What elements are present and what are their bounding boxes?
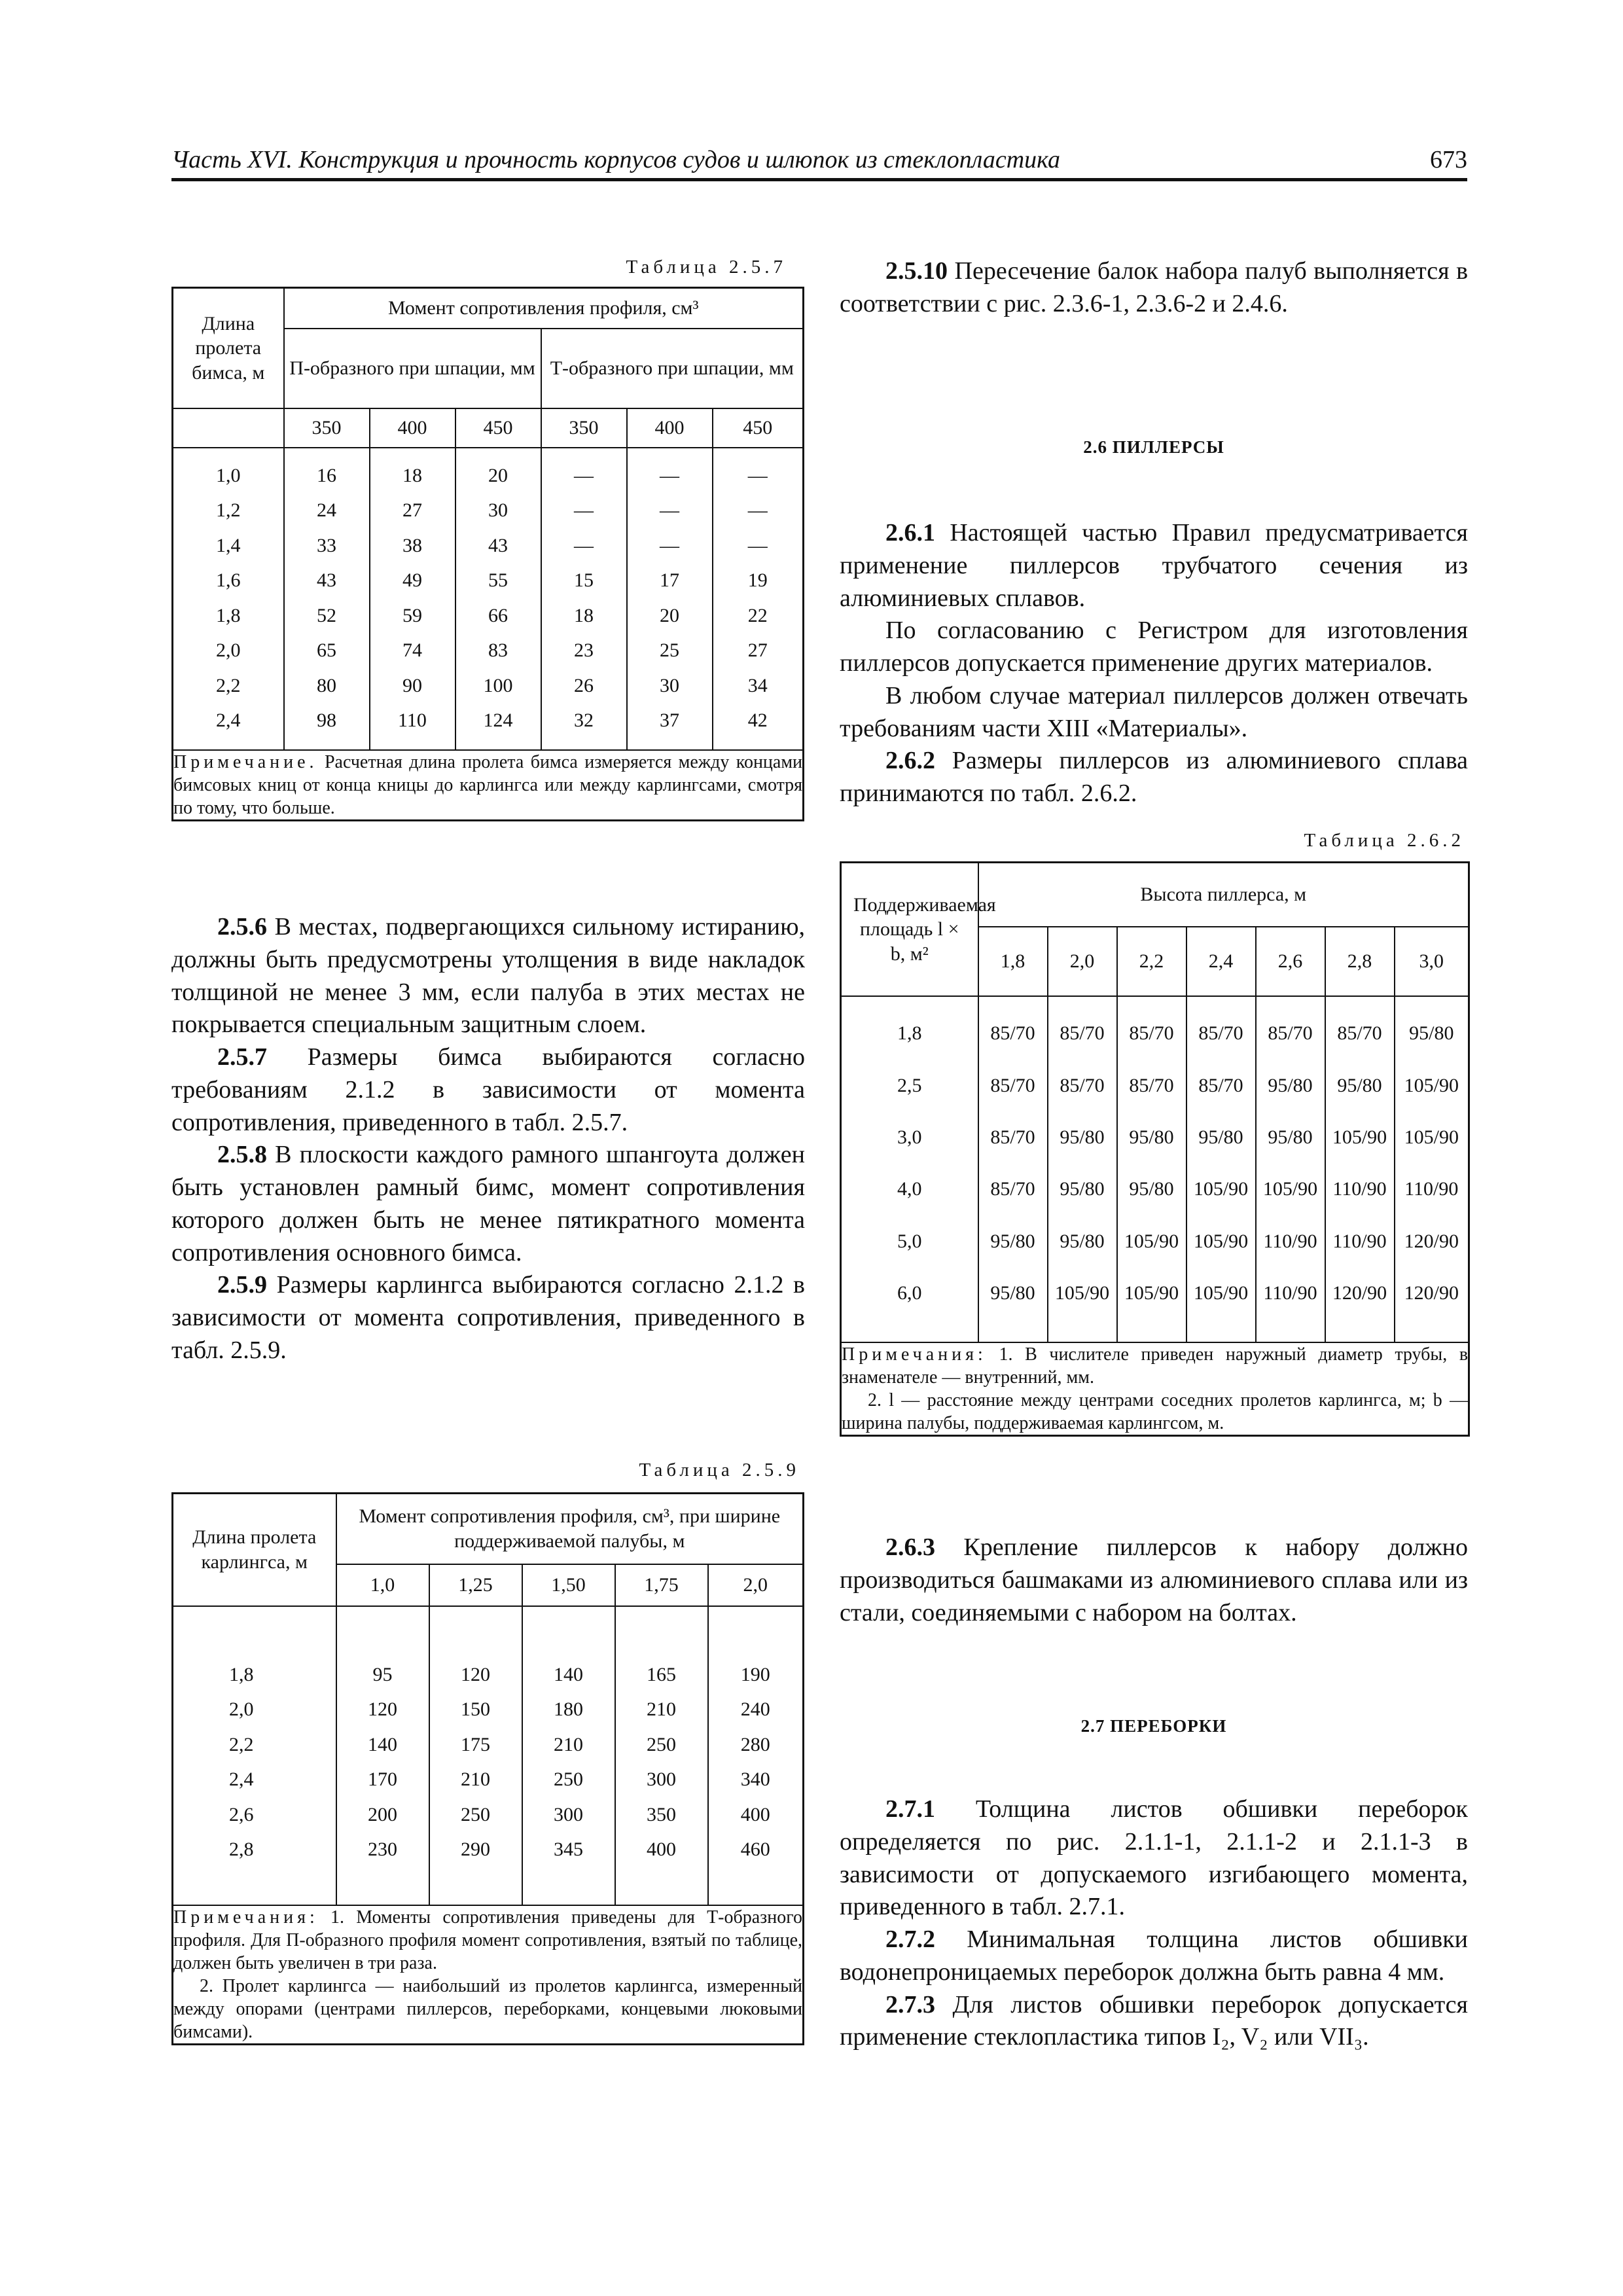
table-cell: 165 (615, 1657, 708, 1693)
table-row (841, 1215, 1469, 1267)
height-header: 2,0 (1048, 927, 1117, 996)
header-empty (173, 408, 284, 448)
note-label: Примечание. (173, 751, 318, 772)
spacer-cell (708, 1867, 804, 1905)
table-cell: 90 (370, 668, 455, 704)
table-cell: 150 (429, 1692, 522, 1727)
spacer-cell (284, 738, 370, 750)
para-2-5-9: 2.5.9 Размеры карлингса выбираются согласно 2.1.2 в зависимости от момента сопротивления, приведенного в табл. 2.5.9. (171, 1271, 805, 1364)
table-note (841, 1342, 1469, 1436)
table-cell: 27 (713, 633, 804, 668)
table-cell: 340 (708, 1762, 804, 1797)
table-cell: 105/90 (1325, 1111, 1395, 1163)
row-label-cell: 2,0 (173, 1692, 336, 1727)
table-cell: 175 (429, 1727, 522, 1763)
height-header: 2,4 (1186, 927, 1256, 996)
width-header: 1,0 (336, 1564, 429, 1606)
table-cell: 66 (455, 598, 541, 634)
table-cell: 55 (455, 563, 541, 598)
table-row (841, 1163, 1469, 1215)
table-cell: 210 (522, 1727, 615, 1763)
table-cell: 25 (627, 633, 713, 668)
table-cell: 95/80 (1256, 1111, 1325, 1163)
note-2: 2. l — расстояние между центрами соседних пролетов карлингса, м; b — ширина палубы, поддерживаемая карлингсом, м. (842, 1390, 1469, 1434)
table-cell: 32 (541, 703, 627, 738)
table-row (173, 1727, 804, 1763)
spacing-header: 400 (370, 408, 455, 448)
spacer-cell (429, 1867, 522, 1905)
row-label-cell: 1,8 (841, 1008, 978, 1060)
row-label-cell: 2,2 (173, 1727, 336, 1763)
header-length: Длина пролета карлингса, м (173, 1494, 336, 1606)
left-text (171, 911, 805, 1367)
spacer-cell (1325, 1319, 1395, 1342)
table-cell: 17 (627, 563, 713, 598)
table-cell: 85/70 (1048, 1060, 1117, 1111)
table-cell: 105/90 (1186, 1267, 1256, 1319)
right-text-top (840, 255, 1468, 321)
spacer-cell (173, 1606, 336, 1657)
table-row (173, 1832, 804, 1867)
table-cell: 290 (429, 1832, 522, 1867)
table-cell: 110/90 (1395, 1163, 1469, 1215)
table-cell: 200 (336, 1797, 429, 1833)
spacer-cell (1048, 996, 1117, 1008)
table-cell: 65 (284, 633, 370, 668)
para-2-6-3: 2.6.3 Крепление пиллерсов к набору должно производиться башмаками из алюминиевого сплава или из стали, соединяемыми с набором на болтах. (840, 1534, 1468, 1626)
spacer-cell (336, 1606, 429, 1657)
table-cell: 105/90 (1256, 1163, 1325, 1215)
table-cell: 140 (522, 1657, 615, 1693)
table-row (173, 493, 804, 528)
table-cell: 20 (627, 598, 713, 634)
spacer-cell (429, 1606, 522, 1657)
para-2-5-6: 2.5.6 В местах, подвергающихся сильному истиранию, должны быть предусмотрены утолщения в виде накладок толщиной не менее 3 мм, если палуба в этих местах не покрывается специальным защитным слоем. (171, 913, 806, 1039)
table-cell: 170 (336, 1762, 429, 1797)
table-cell: 24 (284, 493, 370, 528)
page-number: 673 (1430, 146, 1467, 173)
spacer-cell (284, 448, 370, 458)
note-2: 2. Пролет карлингса — наибольший из пролетов карлингса, измеренный между опорами (центрами пиллерсов, переборками, концевыми люковыми бимсами). (173, 1975, 802, 2042)
spacer-cell (1186, 996, 1256, 1008)
table-cell: 300 (522, 1797, 615, 1833)
table-cell: 85/70 (1117, 1060, 1186, 1111)
spacer-cell (541, 448, 627, 458)
spacer-cell (522, 1606, 615, 1657)
table-cell: 85/70 (1325, 1008, 1395, 1060)
note-label: Примечания: (842, 1344, 987, 1365)
table-cell: 85/70 (1117, 1008, 1186, 1060)
header-t-profile: Т-образного при шпации, мм (541, 329, 804, 408)
table-cell: 460 (708, 1832, 804, 1867)
spacing-header: 450 (713, 408, 804, 448)
table-cell: 85/70 (1186, 1060, 1256, 1111)
table-cell: 105/90 (1395, 1060, 1469, 1111)
header-height: Высота пиллерса, м (978, 863, 1469, 927)
table-cell: 85/70 (1186, 1008, 1256, 1060)
table-cell: — (627, 458, 713, 493)
row-label-cell: 2,2 (173, 668, 284, 704)
header-length: Длина пролета бимса, м (173, 288, 284, 408)
table-cell: 52 (284, 598, 370, 634)
table-cell: 85/70 (978, 1163, 1048, 1215)
table-row (173, 1762, 804, 1797)
note-1: 1. В числителе приведен наружный диаметр трубы, в знаменателе — внутренний, мм. (842, 1344, 1469, 1388)
table-cell: 120 (429, 1657, 522, 1693)
table-cell: — (541, 458, 627, 493)
section-2-6-title: 2.6 ПИЛЛЕРСЫ (1083, 437, 1224, 457)
table-row (173, 1797, 804, 1833)
para-2-7-3: 2.7.3 Для листов обшивки переборок допускается применение стеклопластика типов I₂, V₂ или VII₃. (840, 1990, 1468, 2051)
table-262-caption: Таблица 2.6.2 (1304, 830, 1465, 851)
spacing-header: 450 (455, 408, 541, 448)
table-cell: 95/80 (1117, 1163, 1186, 1215)
table-cell: 105/90 (1048, 1267, 1117, 1319)
header-title: Часть XVI. Конструкция и прочность корпусов судов и шлюпок из стеклопластика (171, 146, 1060, 173)
table-row (173, 563, 804, 598)
table-row (841, 1008, 1469, 1060)
table-cell: 240 (708, 1692, 804, 1727)
table-cell: 280 (708, 1727, 804, 1763)
row-label-cell: 1,8 (173, 598, 284, 634)
table-row (841, 1060, 1469, 1111)
table-cell: 20 (455, 458, 541, 493)
table-cell: 19 (713, 563, 804, 598)
table-cell: 180 (522, 1692, 615, 1727)
table-cell: 85/70 (978, 1060, 1048, 1111)
width-header: 1,50 (522, 1564, 615, 1606)
spacer-cell (336, 1867, 429, 1905)
table-cell: 120/90 (1395, 1267, 1469, 1319)
row-label-cell: 2,4 (173, 1762, 336, 1797)
table-cell: — (541, 528, 627, 564)
spacer-cell (1048, 1319, 1117, 1342)
row-label-cell: 1,6 (173, 563, 284, 598)
spacer-cell (1256, 1319, 1325, 1342)
table-cell: 49 (370, 563, 455, 598)
spacer-cell (708, 1606, 804, 1657)
table-cell: 124 (455, 703, 541, 738)
para-2-7-2: 2.7.2 Минимальная толщина листов обшивки водонепроницаемых переборок должна быть равна 4 мм. (840, 1926, 1468, 1986)
spacer-cell (173, 1867, 336, 1905)
table-cell: 80 (284, 668, 370, 704)
table-cell: 110/90 (1256, 1267, 1325, 1319)
para-2-5-8: 2.5.8 В плоскости каждого рамного шпангоута должен быть установлен рамный бимс, момент сопротивления которого должен быть не менее пятикратного момента сопротивления основного бимса. (171, 1141, 806, 1266)
height-header: 2,2 (1117, 927, 1186, 996)
table-cell: — (713, 493, 804, 528)
spacer-cell (455, 738, 541, 750)
table-cell: 105/90 (1117, 1267, 1186, 1319)
table-cell: — (713, 458, 804, 493)
table-row (173, 1692, 804, 1727)
height-header: 1,8 (978, 927, 1048, 996)
table-row (173, 598, 804, 634)
table-cell: 250 (522, 1762, 615, 1797)
table-cell: 190 (708, 1657, 804, 1693)
table-2-5-7 (171, 287, 804, 821)
spacer-cell (627, 448, 713, 458)
table-cell: — (627, 493, 713, 528)
section-2-6-text (840, 517, 1468, 810)
table-cell: 18 (370, 458, 455, 493)
table-cell: 42 (713, 703, 804, 738)
spacer-cell (173, 738, 284, 750)
table-cell: 74 (370, 633, 455, 668)
table-cell: 95/80 (1186, 1111, 1256, 1163)
spacer-cell (615, 1606, 708, 1657)
row-label-cell: 1,4 (173, 528, 284, 564)
table-cell: 210 (429, 1762, 522, 1797)
row-label-cell: 2,0 (173, 633, 284, 668)
table-row (173, 703, 804, 738)
spacer-cell (615, 1867, 708, 1905)
table-cell: 34 (713, 668, 804, 704)
table-cell: 300 (615, 1762, 708, 1797)
spacer-cell (978, 996, 1048, 1008)
table-row (173, 528, 804, 564)
note-1: 1. Моменты сопротивления приведены для Т-образного профиля. Для П-образного профиля момент сопротивления, взятый по таблице, должен быть увеличен в три раза. (173, 1907, 802, 1973)
table-cell: 43 (284, 563, 370, 598)
table-cell: 105/90 (1186, 1163, 1256, 1215)
spacer-cell (627, 738, 713, 750)
row-label-cell: 2,6 (173, 1797, 336, 1833)
section-2-7-title: 2.7 ПЕРЕБОРКИ (1080, 1716, 1227, 1736)
spacer-cell (1117, 1319, 1186, 1342)
table-cell: — (627, 528, 713, 564)
spacer-cell (978, 1319, 1048, 1342)
spacing-header: 400 (627, 408, 713, 448)
header-p-profile: П-образного при шпации, мм (284, 329, 541, 408)
row-label-cell: 5,0 (841, 1215, 978, 1267)
table-cell: 350 (615, 1797, 708, 1833)
table-cell: 18 (541, 598, 627, 634)
table-row (173, 458, 804, 493)
table-row (173, 1657, 804, 1693)
para-2-5-10: 2.5.10 Пересечение балок набора палуб выполняется в соответствии с рис. 2.3.6-1, 2.3.6-2 и 2.4.6. (840, 257, 1469, 317)
table-cell: 110/90 (1325, 1215, 1395, 1267)
row-label-cell: 1,8 (173, 1657, 336, 1693)
table-cell: 105/90 (1186, 1215, 1256, 1267)
height-header: 3,0 (1395, 927, 1469, 996)
table-cell: 105/90 (1117, 1215, 1186, 1267)
row-label-cell: 4,0 (841, 1163, 978, 1215)
table-cell: 250 (429, 1797, 522, 1833)
spacer-cell (713, 738, 804, 750)
spacer-cell (1395, 996, 1469, 1008)
table-257-caption: Таблица 2.5.7 (626, 257, 787, 278)
table-cell: — (713, 528, 804, 564)
table-cell: 15 (541, 563, 627, 598)
table-cell: 59 (370, 598, 455, 634)
spacer-cell (713, 448, 804, 458)
table-cell: 95/80 (1048, 1111, 1117, 1163)
para-2-6-1: 2.6.1 Настоящей частью Правил предусматривается применение пиллерсов трубчатого сечения из алюминиевых сплавов. (840, 519, 1468, 612)
table-cell: 85/70 (1048, 1008, 1117, 1060)
table-cell: 110 (370, 703, 455, 738)
table-2-6-2 (840, 861, 1470, 1437)
spacer-cell (1325, 996, 1395, 1008)
spacer-cell (455, 448, 541, 458)
table-cell: 83 (455, 633, 541, 668)
row-label-cell: 3,0 (841, 1111, 978, 1163)
table-2-5-9 (171, 1492, 804, 2045)
row-label-cell: 1,0 (173, 458, 284, 493)
table-row (173, 633, 804, 668)
table-cell: 38 (370, 528, 455, 564)
spacer-cell (370, 448, 455, 458)
table-note (173, 750, 804, 821)
header-moment: Момент сопротивления профиля, см³ (284, 288, 804, 329)
table-cell: 85/70 (978, 1111, 1048, 1163)
spacer-cell (841, 996, 978, 1008)
para-2-6-2: 2.6.2 Размеры пиллерсов из алюминиевого сплава принимаются по табл. 2.6.2. (840, 747, 1468, 808)
row-label-cell: 1,2 (173, 493, 284, 528)
table-cell: 95 (336, 1657, 429, 1693)
note-label: Примечания: (173, 1907, 319, 1928)
section-2-7-text (840, 1793, 1468, 2054)
table-cell: 95/80 (1256, 1060, 1325, 1111)
table-cell: 345 (522, 1832, 615, 1867)
page-header (171, 145, 1467, 181)
spacing-header: 350 (284, 408, 370, 448)
spacer-cell (841, 1319, 978, 1342)
row-label-cell: 2,4 (173, 703, 284, 738)
table-cell: 85/70 (978, 1008, 1048, 1060)
table-row (173, 668, 804, 704)
para-2-7-1: 2.7.1 Толщина листов обшивки переборок определяется по рис. 2.1.1-1, 2.1.1-2 и 2.1.1-3 в зависимости от допускаемого изгибающего момента, приведенного в табл. 2.7.1. (840, 1795, 1468, 1921)
table-cell: 120/90 (1395, 1215, 1469, 1267)
table-cell: 100 (455, 668, 541, 704)
header-moment: Момент сопротивления профиля, см³, при ширине поддерживаемой палубы, м (336, 1494, 804, 1564)
spacer-cell (541, 738, 627, 750)
table-cell: 120 (336, 1692, 429, 1727)
spacer-cell (370, 738, 455, 750)
row-label-cell: 2,5 (841, 1060, 978, 1111)
spacer-cell (173, 448, 284, 458)
height-header: 2,8 (1325, 927, 1395, 996)
table-cell: 33 (284, 528, 370, 564)
table-cell: 30 (455, 493, 541, 528)
para-2-5-7: 2.5.7 Размеры бимса выбираются согласно требованиям 2.1.2 в зависимости от момента сопротивления, приведенного в табл. 2.5.7. (171, 1043, 805, 1136)
table-cell: 43 (455, 528, 541, 564)
table-cell: 140 (336, 1727, 429, 1763)
table-cell: 95/80 (978, 1267, 1048, 1319)
table-cell: 230 (336, 1832, 429, 1867)
width-header: 1,75 (615, 1564, 708, 1606)
table-cell: 210 (615, 1692, 708, 1727)
table-cell: 110/90 (1325, 1163, 1395, 1215)
para-2-6-1-c: В любом случае материал пиллерсов должен отвечать требованиям части XIII «Материалы». (840, 681, 1468, 742)
table-259-caption: Таблица 2.5.9 (639, 1460, 800, 1480)
width-header: 2,0 (708, 1564, 804, 1606)
table-cell: 400 (708, 1797, 804, 1833)
table-cell: 95/80 (1048, 1163, 1117, 1215)
spacing-header: 350 (541, 408, 627, 448)
note-text: Расчетная длина пролета бимса измеряется между концами бимсовых книц от конца кницы до карлингса или между карлингсами, смотря по тому, что больше. (173, 751, 803, 818)
height-header: 2,6 (1256, 927, 1325, 996)
table-note (173, 1905, 804, 2045)
spacer-cell (1117, 996, 1186, 1008)
table-cell: 30 (627, 668, 713, 704)
para-2-6-3-block (840, 1532, 1468, 1629)
width-header: 1,25 (429, 1564, 522, 1606)
table-cell: 37 (627, 703, 713, 738)
table-cell: 23 (541, 633, 627, 668)
para-2-6-1-b: По согласованию с Регистром для изготовления пиллерсов допускается применение других материалов. (840, 617, 1468, 677)
table-cell: 16 (284, 458, 370, 493)
row-label-cell: 2,8 (173, 1832, 336, 1867)
table-cell: 400 (615, 1832, 708, 1867)
table-cell: — (541, 493, 627, 528)
table-row (841, 1111, 1469, 1163)
table-cell: 105/90 (1395, 1111, 1469, 1163)
table-cell: 250 (615, 1727, 708, 1763)
table-cell: 22 (713, 598, 804, 634)
row-label-cell: 6,0 (841, 1267, 978, 1319)
spacer-cell (1186, 1319, 1256, 1342)
spacer-cell (1395, 1319, 1469, 1342)
table-cell: 95/80 (1395, 1008, 1469, 1060)
table-cell: 85/70 (1256, 1008, 1325, 1060)
table-cell: 27 (370, 493, 455, 528)
spacer-cell (1256, 996, 1325, 1008)
table-cell: 26 (541, 668, 627, 704)
table-cell: 95/80 (1048, 1215, 1117, 1267)
table-row (841, 1267, 1469, 1319)
table-cell: 98 (284, 703, 370, 738)
table-cell: 95/80 (978, 1215, 1048, 1267)
table-cell: 110/90 (1256, 1215, 1325, 1267)
header-area: Поддерживаемая площадь l × b, м² (841, 863, 978, 996)
table-cell: 120/90 (1325, 1267, 1395, 1319)
table-cell: 95/80 (1117, 1111, 1186, 1163)
table-cell: 95/80 (1325, 1060, 1395, 1111)
spacer-cell (522, 1867, 615, 1905)
